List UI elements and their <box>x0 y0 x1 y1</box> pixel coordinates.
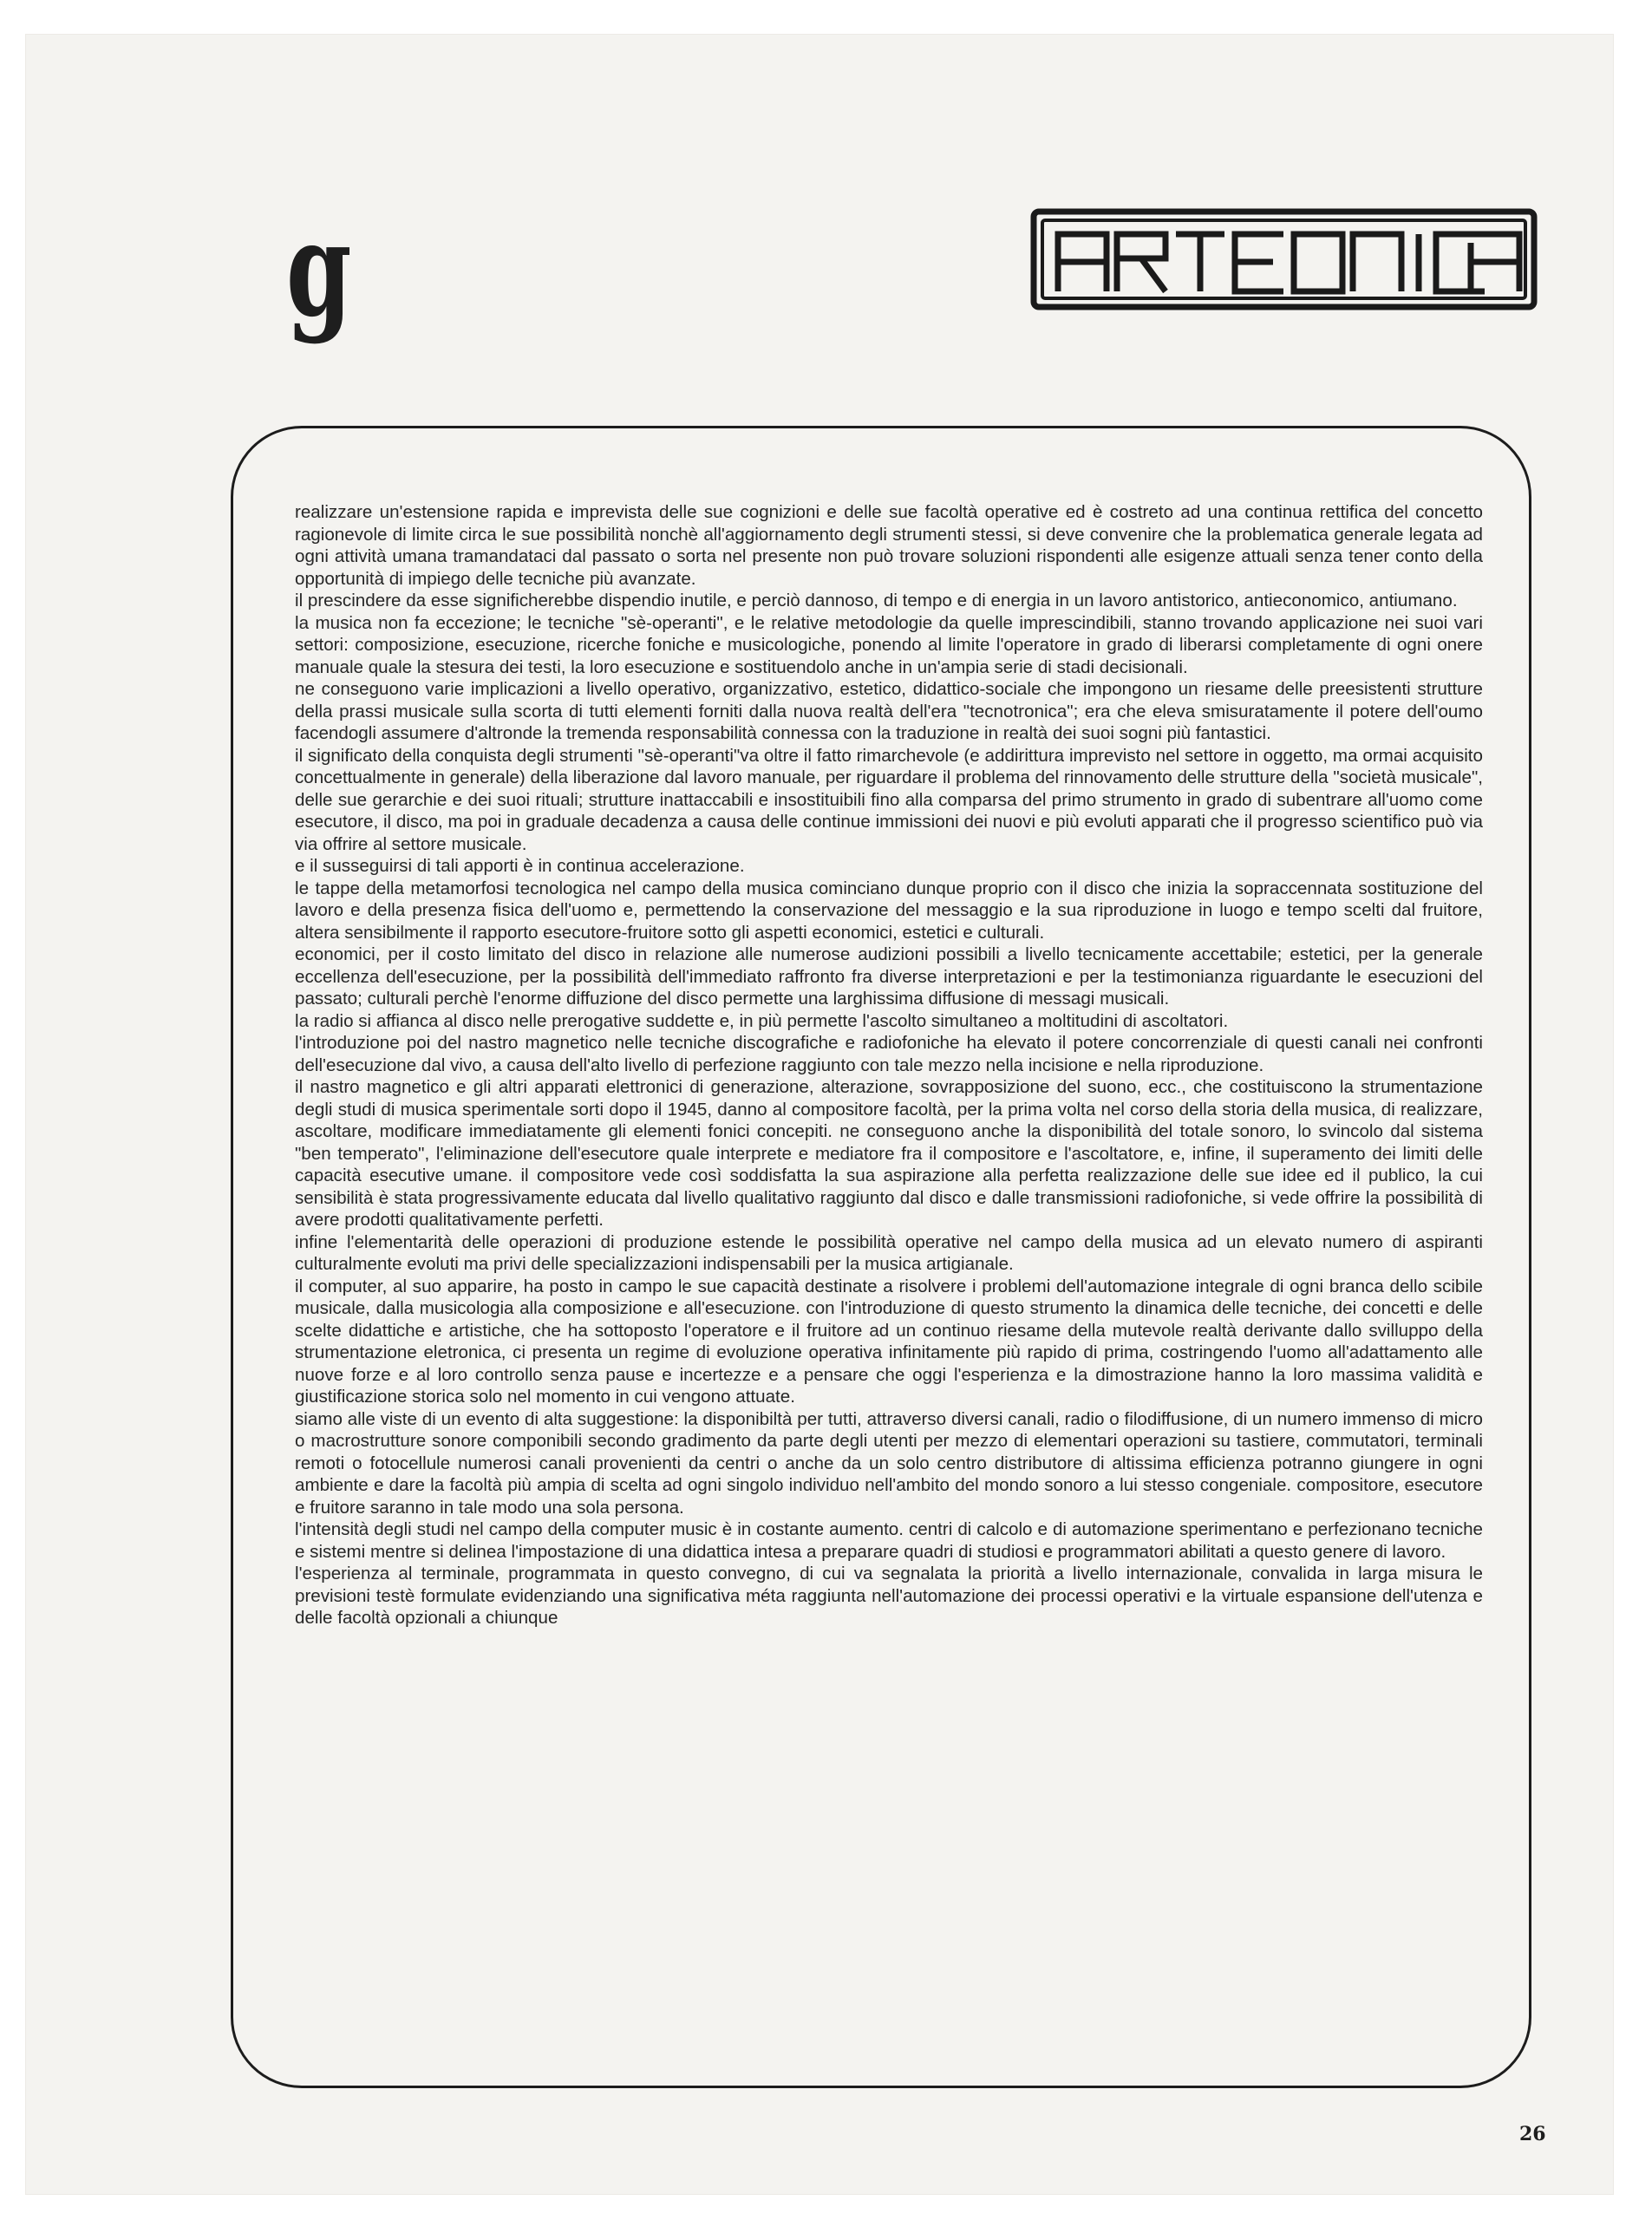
magazine-page <box>26 35 1613 2194</box>
article-paragraph: il prescindere da esse significherebbe dispendio inutile, e perciò dannoso, di tempo e di energia in un lavoro antistorico, antieconomico, antiumano. <box>295 591 1458 610</box>
article-paragraph: la musica non fa eccezione; le tecniche "sè-operanti", e le relative metodologie da quelle imprescindibili, stanno trovando applicazione nei suoi vari settori: composizione, esecuzione, ricerche foniche e musicologiche, ponendo al limite l'operatore in grado di liberarsi completamente di ogni onere manuale quale la stesura dei testi, la loro esecuzione e sostituendolo anche in un'ampia serie di stadi decisionali. <box>295 612 1483 677</box>
article-paragraph: ne conseguono varie implicazioni a livello operativo, organizzativo, estetico, didattico-sociale che impongono un riesame delle preesistenti strutture della prassi musicale sulla scorta di tutti elementi forniti dalla nuova realtà dell'era "tecnotronica"; era che eleva smisuratamente il potere dell'oumo facendogli assumere d'altronde la tremenda responsabilità connessa con la traduzione in realtà dei suoi sogni più fantastici. <box>295 679 1483 743</box>
article-paragraph: l'intensità degli studi nel campo della computer music è in costante aumento. centri di calcolo e di automazione sperimentano e perfezionano tecniche e sistemi mentre si delinea l'impostazione di una didattica intesa a preparare quadri di studiosi e programmatori abilitati a questo genere di lavoro. <box>295 1519 1483 1562</box>
article-paragraph: economici, per il costo limitato del disco in relazione alle numerose audizioni possibili a livello tecnicamente accettabile; estetici, per la generale eccellenza dell'esecuzione, per la possibilità dell'immediato raffronto fra diverse interpretazioni e per la testimonianza riguardante le esecuzioni del passato; culturali perchè l'enorme diffuzione del disco permette una larghissima diffusione di messagi musicali. <box>295 944 1483 1009</box>
page-number: 26 <box>1519 2123 1546 2145</box>
article-paragraph: la radio si affianca al disco nelle prerogative suddette e, in più permette l'ascolto simultaneo a moltitudini di ascoltatori. <box>295 1010 1229 1031</box>
article-paragraph: il significato della conquista degli strumenti "sè-operanti"va oltre il fatto rimarchevole (e addirittura imprevisto nel settore in oggetto, ma ormai acquisito concettualmente in generale) della liberazione dal lavoro manuale, per riguardare il problema del rinnovamento delle strutture della "società musicale", delle sue gerarchie e dei suoi rituali; strutture inattaccabili e insostituibili fino alla comparsa del primo strumento in grado di subentrare all'uomo come esecutore, il disco, ma poi in graduale decadenza a causa delle continue immissioni dei nuovi e più evoluti apparati che il progresso scientifico può via via offrire al settore musicale. <box>295 745 1483 854</box>
article-paragraph: siamo alle viste di un evento di alta suggestione: la disponibiltà per tutti, attraverso diversi canali, radio o filodiffusione, di un numero immenso di micro o macrostrutture sonore componibili secondo gradimento da parte degli utenti per mezzo di elementari operazioni su tastiere, commutatori, terminali remoti o fotocellule numerosi canali provenienti da centri o anche da un solo centro distributore di altissima efficienza potranno giungere in ogni ambiente e dare la facoltà più ampia di scelta ad ogni singolo individuo nell'ambito del mondo sonoro a lui stesso congeniale. compositore, esecutore e fruitore saranno in tale modo una sola persona. <box>295 1408 1483 1518</box>
article-paragraph: il computer, al suo apparire, ha posto in campo le sue capacità destinate a risolvere i problemi dell'automazione integrale di ogni branca dello scibile musicale, dalla musicologia alla composizione e all'esecuzione. con l'introduzione di questo strumento la dinamica delle tecniche, dei concetti e delle scelte didattiche e artistiche, che ha sottoposto l'operatore e il fruitore ad un continuo riesame della mutevole realtà derivante dallo svilluppo della strumentazione eletronica, ci presenta un regime di evoluzione operativa infinitamente più rapido di prima, costringendo l'uomo all'adattamento alle nuove forze e al loro controllo senza pause e incertezze e a pensare che oggi l'esperienza e la dimostrazione hanno la loro massima validità e giustificazione storica solo nel momento in cui vengono attuate. <box>295 1276 1483 1407</box>
article-paragraph: realizzare un'estensione rapida e imprevista delle sue cognizioni e delle sue facoltà operative ed è costreto ad una continua rettifica del concetto ragionevole di limite circa le sue possibilità nonchè all'aggiornamento degli strumenti stessi, si deve convenire che la problematica generale legata ad ogni attività umana tramandataci dal passato o sorta nel presente non può trovare soluzioni rispondenti alle esigenze attuali senza tener conto della opportunità di impiego delle tecniche più avanzate. <box>295 502 1483 589</box>
arteonica-logo <box>1030 208 1538 310</box>
article-paragraph: infine l'elementarità delle operazioni di produzione estende le possibilità operative nel campo della musica ad un elevato numero di aspiranti culturalmente evoluti ma privi delle specializzazioni indispensabili per la musica artigianale. <box>295 1231 1483 1274</box>
article-paragraph: l'introduzione poi del nastro magnetico nelle tecniche discografiche e radiofoniche ha elevato il potere concorrenziale di questi canali nei confronti dell'esecuzione dal vivo, a causa dell'alto livello di perfezione raggiunto con tale mezzo nella incisione e nella riproduzione. <box>295 1033 1483 1075</box>
issue-letter: g <box>286 193 352 346</box>
article-paragraph: il nastro magnetico e gli altri apparati elettronici di generazione, alterazione, sovrapposizione del suono, ecc., che costituiscono la strumentazione degli studi di musica sperimentale sorti dopo il 1945, danno al compositore facoltà, per la prima volta nel corso della storia della musica, di realizzare, ascoltare, modificare immediatamente gli elementi fonici concepiti. ne conseguono anche la disponibilità del totale sonoro, lo svincolo dal sistema "ben temperato", l'eliminazione dell'esecutore quale interprete e mediatore fra il compositore e l'ascoltatore, e, infine, il superamento dei limiti delle capacità esecutive umane. il compositore vede così soddisfatta la sua aspirazione alla perfetta realizzazione delle sue idee ed il publico, la cui sensibilità è stata progressivamente educata dal livello qualitativo raggiunto dal disco e dalle transmissioni radiofoniche, si vede offrire la possibilità di avere prodotti qualitativamente perfetti. <box>295 1077 1483 1230</box>
article-paragraph: e il susseguirsi di tali apporti è in continua accelerazione. <box>295 856 745 876</box>
article-body <box>295 501 1483 1629</box>
article-paragraph: l'esperienza al terminale, programmata in questo convegno, di cui va segnalata la priorità a livello internazionale, convalida in larga misura le previsioni testè formulate evidenziando una significativa méta raggiunta nell'automazione dei processi operativi e la virtuale espansione dell'utenza e delle facoltà opzionali a chiunque <box>295 1564 1483 1628</box>
article-paragraph: le tappe della metamorfosi tecnologica nel campo della musica cominciano dunque proprio con il disco che inizia la sopraccennata sostituzione del lavoro e della presenza fisica dell'uomo e, permettendo la conservazione del messaggio e la sua riproduzione in luogo e tempo scelti dal fruitore, altera sensibilmente il rapporto esecutore-fruitore sotto gli aspetti economici, estetici e culturali. <box>295 878 1483 943</box>
